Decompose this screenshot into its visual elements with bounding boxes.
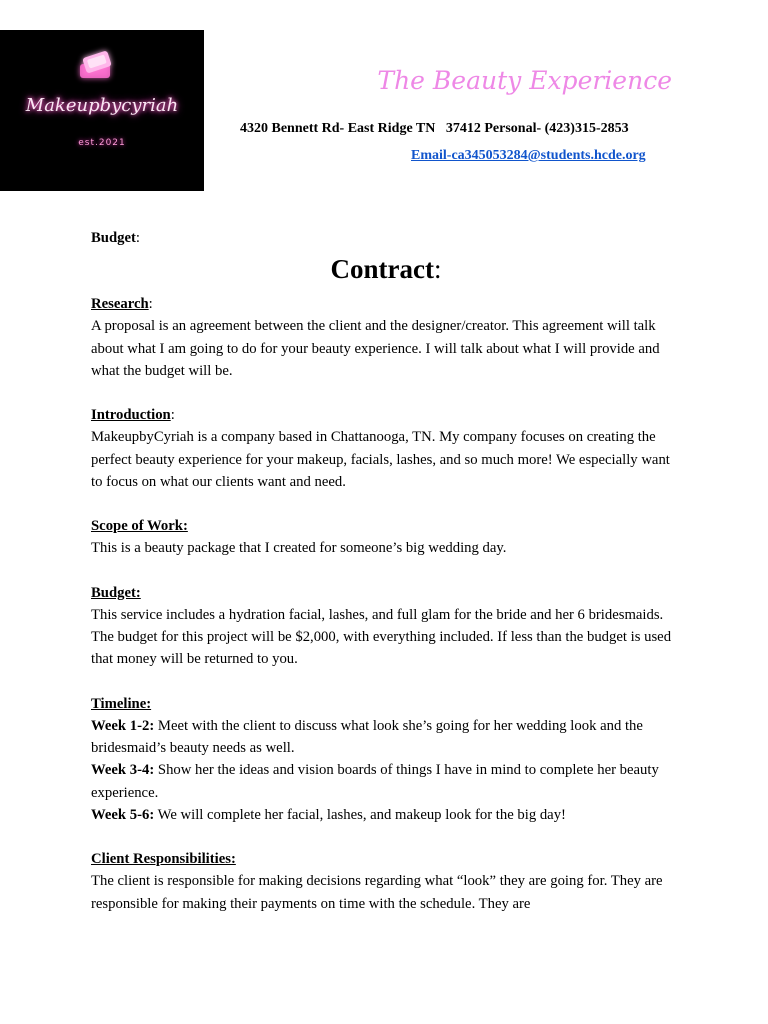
title-suffix: :: [433, 254, 442, 285]
research-body: A proposal is an agreement between the client and the designer/creator. This agreement will talk about what I am going to do for your beauty experience. I will talk about what I will provide and what the budget will be.: [91, 318, 660, 379]
timeline-week-2: [91, 759, 681, 803]
timeline-week-3: [91, 804, 681, 826]
budget-top-label: Budget: [91, 230, 136, 246]
email-link[interactable]: Email-ca345053284@students.hcde.org: [411, 148, 646, 163]
research-suffix: :: [148, 296, 153, 313]
budget-top-suffix: :: [135, 230, 140, 246]
timeline-week-1: [91, 715, 681, 759]
scope-body: This is a beauty package that I created for someone’s big wedding day.: [91, 540, 507, 557]
week-text: We will complete her facial, lashes, and makeup look for the big day!: [154, 806, 566, 823]
week-label: Week 5-6:: [91, 806, 155, 823]
brand-title: The Beauty Experience: [377, 66, 672, 95]
logo-name: Makeupbycyriah: [25, 95, 179, 116]
scope-heading: Scope of Work:: [91, 518, 188, 535]
title-text: Contract: [330, 254, 434, 285]
timeline-heading: Timeline:: [91, 695, 152, 712]
research-heading-line: [91, 293, 681, 315]
contract-body: [91, 227, 681, 915]
week-text: Meet with the client to discuss what look she’s going for her wedding look and the bridesmaid’s beauty needs as well.: [91, 718, 643, 757]
budget-top: [91, 227, 681, 249]
week-label: Week 3-4:: [91, 762, 155, 779]
introduction-body: MakeupbyCyriah is a company based in Chattanooga, TN. My company focuses on creating the perfect beauty experience for your makeup, facials, lashes, and so much more! We especially want to focus on what our clients want and need.: [91, 429, 670, 490]
budget-body: This service includes a hydration facial, lashes, and full glam for the bride and her 6 bridesmaids. The budget for this project will be $2,000, with everything included. If less than the budget is used that money will be returned to you.: [91, 607, 672, 668]
week-label: Week 1-2:: [91, 718, 155, 734]
logo-established: est.2021: [78, 138, 126, 148]
address-line: 4320 Bennett Rd- East Ridge TN 37412 Personal- (423)315-2853: [240, 121, 629, 136]
week-text: Show her the ideas and vision boards of things I have in mind to complete her beauty experience.: [91, 762, 659, 801]
budget-heading: Budget:: [91, 584, 141, 601]
introduction-suffix: :: [170, 407, 175, 424]
logo: [0, 30, 204, 191]
introduction-heading-line: [91, 404, 681, 426]
page-title: [91, 251, 681, 287]
client-heading: Client Responsibilities:: [91, 851, 236, 868]
introduction-heading: Introduction: [91, 407, 171, 424]
research-heading: Research: [91, 296, 149, 313]
client-body: The client is responsible for making decisions regarding what “look” they are going for. They are responsible for making their payments on time with the schedule. They are: [91, 873, 663, 912]
